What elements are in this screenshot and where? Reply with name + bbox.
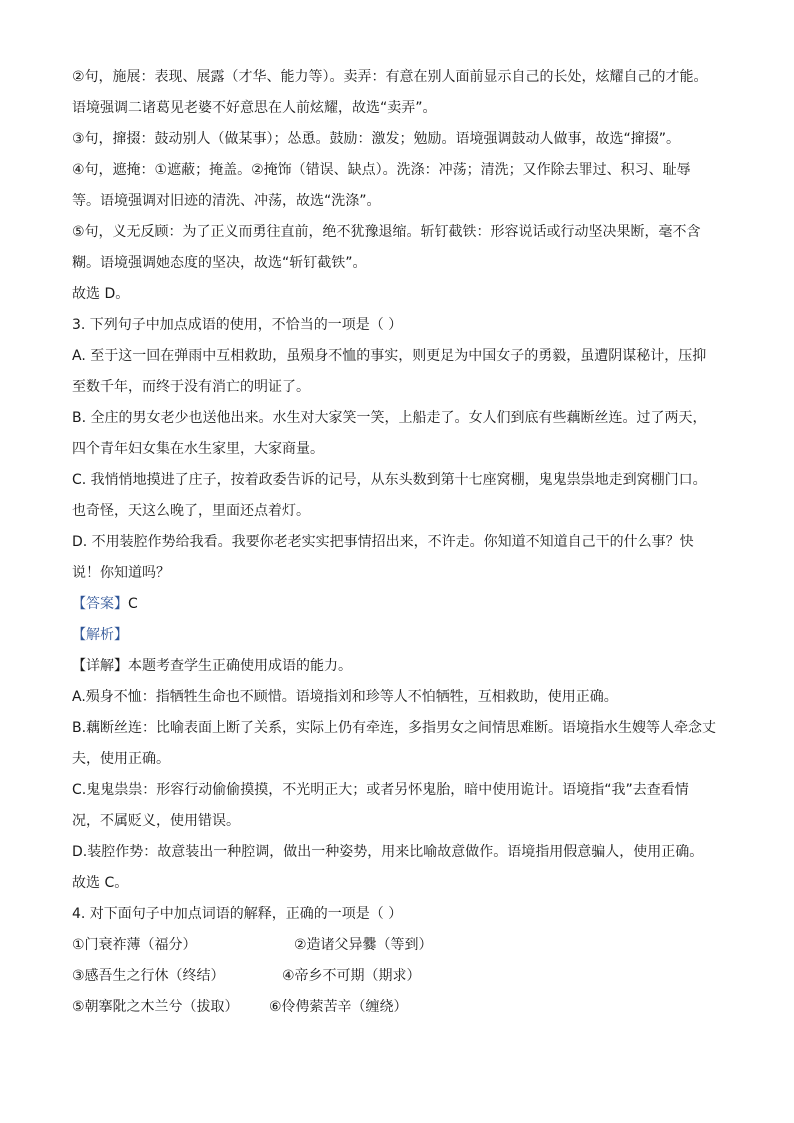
answer-value: C (128, 596, 138, 612)
text-line: 故选 D。 (72, 286, 130, 302)
analysis-tag: 【解析】 (72, 627, 128, 643)
option-c-cont: 也奇怪，天这么晚了，里面还点着灯。 (72, 503, 310, 519)
option-a-cont: 至数千年，而终于没有消亡的明证了。 (72, 379, 310, 395)
answer-tag: 【答案】 (72, 596, 128, 612)
detail-line: 故选 C。 (72, 875, 129, 891)
q4-option: ⑤朝搴阰之木兰兮（拔取） (72, 999, 239, 1015)
text-line: ⑤句，义无反顾：为了正义而勇往直前，绝不犹豫退缩。斩钉截铁：形容说话或行动坚决果断，毫不含 (72, 224, 701, 240)
option-b: B. 全庄的男女老少也送他出来。水生对大家笑一笑，上船走了。女人们到底有些藕断丝连。过了两天， (72, 410, 707, 426)
question-3-stem: 3. 下列句子中加点成语的使用，不恰当的一项是（ ） (72, 317, 403, 333)
q4-option-row (72, 992, 722, 1023)
text-line: ②句，施展：表现、展露（才华、能力等）。卖弄：有意在别人面前显示自己的长处，炫耀自己的才能。 (72, 69, 708, 85)
detail-line: 况，不属贬义，使用错误。 (72, 813, 240, 829)
question-4-stem: 4. 对下面句子中加点词语的解释，正确的一项是（ ） (72, 906, 403, 922)
q4-option: ②造诸父异爨（等到） (294, 937, 433, 953)
option-c: C. 我悄悄地摸进了庄子，按着政委告诉的记号，从东头数到第十七座窝棚，鬼鬼祟祟地走到窝棚门口。 (72, 472, 707, 488)
option-b-cont: 四个青年妇女集在水生家里，大家商量。 (72, 441, 324, 457)
option-a: A. 至于这一回在弹雨中互相救助，虽殒身不恤的事实，则更足为中国女子的勇毅，虽遭阴谋秘计，压抑 (72, 348, 707, 364)
text-line: ④句，遮掩：①遮蔽；掩盖。②掩饰（错误、缺点）。洗涤：冲荡；清洗；又作除去罪过、积习、耻辱 (72, 162, 691, 178)
q4-option-row (72, 961, 722, 992)
q4-option: ④帝乡不可期（期求） (282, 968, 421, 984)
text-line: 糊。语境强调她态度的坚决，故选“斩钉截铁”。 (72, 255, 367, 271)
q4-option: ③感吾生之行休（终结） (72, 968, 225, 984)
q4-option-row (72, 930, 722, 961)
detail-line: C.鬼鬼祟祟：形容行动偷偷摸摸，不光明正大；或者另怀鬼胎，暗中使用诡计。语境指“我”去查看情 (72, 782, 689, 798)
analysis-line (72, 620, 722, 651)
detail-line: A.殒身不恤：指牺牲生命也不顾惜。语境指刘和珍等人不怕牺牲，互相救助，使用正确。 (72, 689, 618, 705)
answer-line (72, 589, 722, 620)
text-line: 语境强调二诸葛见老婆不好意思在人前炫耀，故选“卖弄”。 (72, 100, 437, 116)
detail-line: B.藕断丝连：比喻表面上断了关系，实际上仍有牵连，多指男女之间情思难断。语境指水生嫂等人牵念丈 (72, 720, 717, 736)
detail-line: D.装腔作势：故意装出一种腔调，做出一种姿势，用来比喻故意做作。语境指用假意骗人，使用正确。 (72, 844, 704, 860)
q4-option: ①门衰祚薄（福分） (72, 937, 197, 953)
detail-line: 【详解】本题考查学生正确使用成语的能力。 (72, 658, 352, 674)
detail-line: 夫，使用正确。 (72, 751, 170, 767)
text-line: ③句，撺掇：鼓动别人（做某事）；怂恿。鼓励：激发；勉励。语境强调鼓动人做事，故选“撺掇”。 (72, 131, 681, 147)
q4-option: ⑥伶俜萦苦辛（缠绕） (269, 999, 408, 1015)
option-d-cont: 说！你知道吗？ (72, 565, 170, 581)
document-page (72, 62, 722, 1023)
option-d: D. 不用装腔作势给我看。我要你老老实实把事情招出来，不许走。你知道不知道自己干的什么事？快 (72, 534, 694, 550)
text-line: 等。语境强调对旧迹的清洗、冲荡，故选“洗涤”。 (72, 193, 381, 209)
